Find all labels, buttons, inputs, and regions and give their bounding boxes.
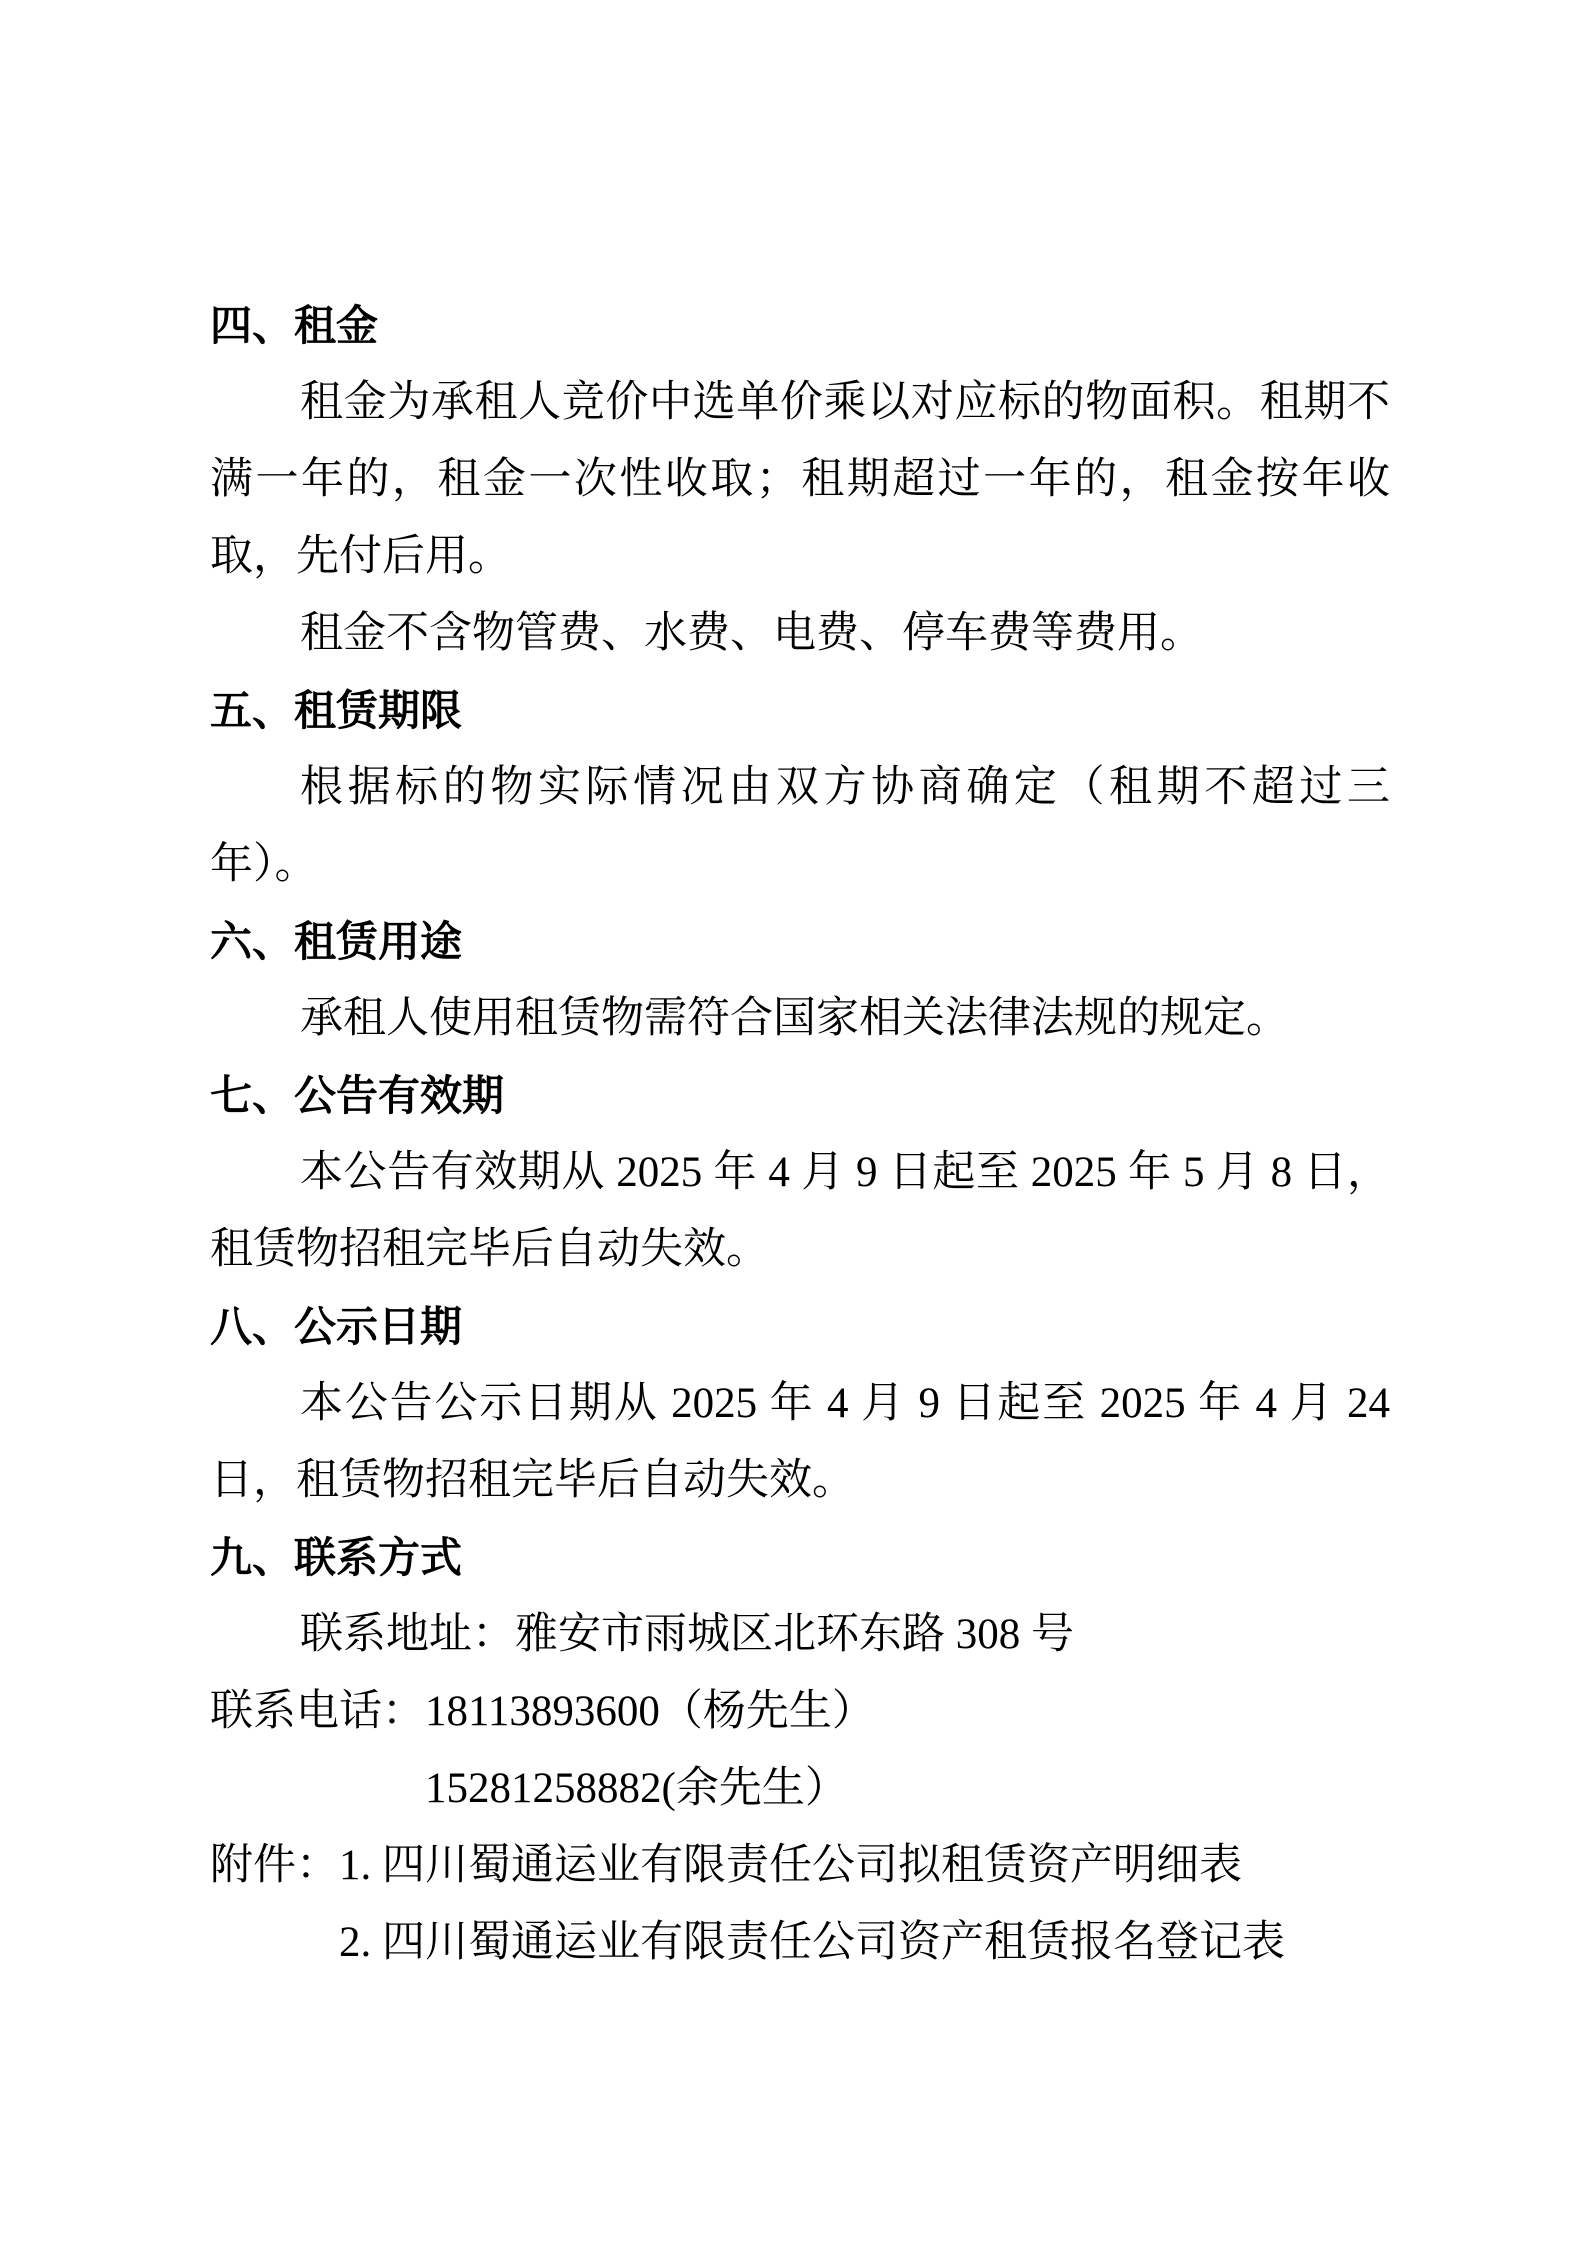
heading-publicity-period: 八、公示日期 xyxy=(210,1303,463,1350)
attachment-item: 2. 四川蜀通运业有限责任公司资产租赁报名登记表 xyxy=(339,1919,1285,1966)
contact-phone-number: 18113893600（杨先生） xyxy=(425,1688,875,1735)
attachment-item: 1. 四川蜀通运业有限责任公司拟租赁资产明细表 xyxy=(339,1842,1242,1889)
contact-phone-label: 联系电话： xyxy=(210,1688,425,1735)
contact-phone-number: 15281258882(余先生） xyxy=(425,1765,848,1812)
contact-phone-block xyxy=(210,1673,1390,1827)
attachments-block xyxy=(210,1827,1390,1981)
heading-announcement-validity: 七、公告有效期 xyxy=(210,1072,505,1119)
attachments-list xyxy=(339,1827,1285,1981)
paragraph-contact-address: 联系地址：雅安市雨城区北环东路 308 号 xyxy=(300,1611,1074,1658)
contact-phone-numbers xyxy=(425,1673,875,1827)
paragraph-lease-term: 根据标的物实际情况由双方协商确定（租期不超过三年）。 xyxy=(210,764,1390,888)
heading-lease-term: 五、租赁期限 xyxy=(210,687,463,734)
paragraph-announcement-validity: 本公告有效期从 2025 年 4 月 9 日起至 2025 年 5 月 8 日，租赁物招租完毕后自动失效。 xyxy=(210,1149,1390,1273)
document-content xyxy=(210,287,1390,1981)
attachments-label: 附件： xyxy=(210,1842,339,1889)
heading-rent: 四、租金 xyxy=(210,302,379,349)
heading-contact-info: 九、联系方式 xyxy=(210,1534,463,1581)
paragraph-publicity-period: 本公告公示日期从 2025 年 4 月 9 日起至 2025 年 4 月 24 日，租赁物招租完毕后自动失效。 xyxy=(210,1380,1390,1504)
paragraph-rent-excludes: 租金不含物管费、水费、电费、停车费等费用。 xyxy=(300,610,1203,657)
heading-lease-usage: 六、租赁用途 xyxy=(210,918,463,965)
paragraph-rent-calculation: 租金为承租人竞价中选单价乘以对应标的物面积。租期不满一年的，租金一次性收取；租期超过一年的，租金按年收取，先付后用。 xyxy=(210,379,1390,580)
paragraph-lease-usage: 承租人使用租赁物需符合国家相关法律法规的规定。 xyxy=(300,995,1289,1042)
